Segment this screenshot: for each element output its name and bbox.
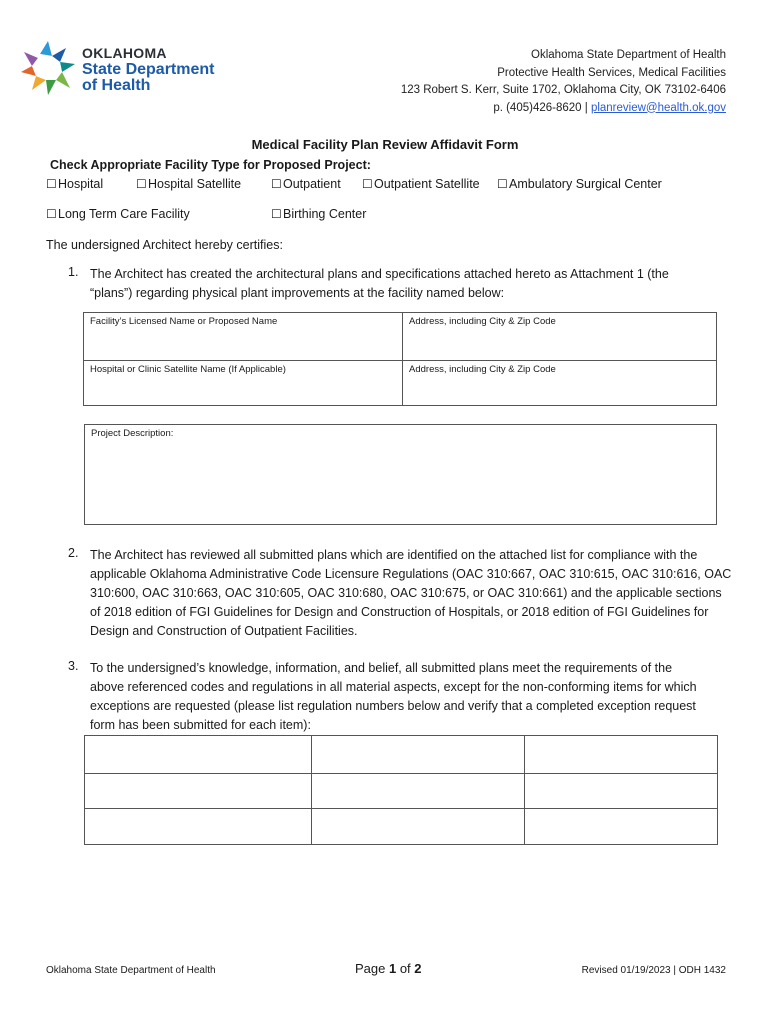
checkbox-icon[interactable]: ☐	[46, 207, 57, 221]
exception-cell[interactable]	[85, 809, 312, 845]
exception-cell[interactable]	[525, 736, 718, 774]
checkbox-icon[interactable]: ☐	[46, 177, 57, 191]
item-3-line-3: exceptions are requested (please list regulation numbers below and verify that a completed exception request	[90, 699, 696, 713]
checkbox-outpatient-satellite[interactable]	[362, 177, 480, 191]
item-3-line-1: To the undersigned’s knowledge, information, and belief, all submitted plans meet the requirements of the	[90, 661, 673, 675]
item-2-text	[90, 546, 750, 641]
exception-cell[interactable]	[525, 774, 718, 809]
item-3-text	[90, 659, 750, 735]
checkbox-icon[interactable]: ☐	[362, 177, 373, 191]
logo-line-state-department: State Department	[82, 61, 215, 78]
checkbox-icon[interactable]: ☐	[497, 177, 508, 191]
footer-right: Revised 01/19/2023 | ODH 1432	[581, 965, 726, 976]
project-description-field[interactable]	[84, 424, 717, 525]
form-title: Medical Facility Plan Review Affidavit Form	[251, 137, 519, 152]
project-description-label: Project Description:	[91, 428, 174, 439]
address-line-3: 123 Robert S. Kerr, Suite 1702, Oklahoma City, OK 73102-6406	[400, 84, 726, 96]
checkbox-outpatient[interactable]	[271, 177, 341, 191]
checkbox-ambulatory-surgical-center[interactable]	[497, 177, 662, 191]
address-line-1: Oklahoma State Department of Health	[531, 49, 726, 61]
exception-cell[interactable]	[312, 736, 525, 774]
item-2-line-3: 310:600, OAC 310:663, OAC 310:605, OAC 310:680, OAC 310:675, or OAC 310:661) and the applicable sections	[90, 586, 722, 600]
address-contact	[401, 100, 726, 118]
checkbox-hospital[interactable]	[46, 177, 103, 191]
email-link[interactable]: planreview@health.ok.gov	[590, 101, 726, 114]
page-of: of	[396, 961, 415, 976]
page-current: 1	[388, 961, 397, 976]
item-1-line-2: “plans”) regarding physical plant improvements at the facility named below:	[90, 286, 505, 300]
checkbox-icon[interactable]: ☐	[271, 207, 282, 221]
satellite-name-label: Hospital or Clinic Satellite Name (If Applicable)	[90, 364, 286, 375]
item-2-line-2: applicable Oklahoma Administrative Code Licensure Regulations (OAC 310:667, OAC 310:615, OAC 310:616, OAC	[90, 567, 732, 581]
facility-type-heading: Check Appropriate Facility Type for Proposed Project:	[50, 158, 371, 172]
checkbox-label: Ambulatory Surgical Center	[509, 177, 662, 191]
certifies-text: The undersigned Architect hereby certifies:	[46, 238, 283, 252]
item-3-line-2: above referenced codes and regulations in all material aspects, except for the non-conforming items for which	[90, 680, 697, 694]
item-1-number: 1.	[68, 265, 79, 279]
item-2-line-1: The Architect has reviewed all submitted plans which are identified on the attached list for compliance with the	[90, 548, 698, 562]
satellite-name-field[interactable]	[84, 361, 403, 406]
page-total: 2	[414, 961, 422, 976]
facility-table	[83, 312, 717, 406]
item-2-line-4: of 2018 edition of FGI Guidelines for Design and Construction of Hospitals, or 2018 edition of FGI Guidelines for	[90, 605, 709, 619]
star-logo-icon	[18, 38, 78, 98]
facility-address-label: Address, including City & Zip Code	[409, 316, 556, 327]
page-number	[355, 961, 422, 976]
item-2-number: 2.	[68, 546, 79, 560]
checkbox-label: Outpatient Satellite	[374, 177, 480, 191]
item-3-line-4: form has been submitted for each item):	[90, 718, 311, 732]
checkbox-long-term-care[interactable]	[46, 207, 190, 221]
item-2-line-5: Design and Construction of Outpatient Facilities.	[90, 624, 358, 638]
exception-cell[interactable]	[525, 809, 718, 845]
exceptions-table	[84, 735, 718, 845]
checkbox-label: Hospital Satellite	[148, 177, 242, 191]
logo-line-oklahoma: OKLAHOMA	[82, 45, 167, 61]
checkbox-icon[interactable]: ☐	[271, 177, 282, 191]
facility-name-label: Facility’s Licensed Name or Proposed Name	[90, 316, 278, 327]
checkbox-birthing-center[interactable]	[271, 207, 366, 221]
exception-cell[interactable]	[312, 809, 525, 845]
page-prefix: Page	[355, 961, 389, 976]
checkbox-label: Outpatient	[283, 177, 341, 191]
checkbox-label: Hospital	[58, 177, 104, 191]
exception-cell[interactable]	[85, 736, 312, 774]
satellite-address-field[interactable]	[403, 361, 717, 406]
address-line-2: Protective Health Services, Medical Facilities	[497, 66, 726, 79]
logo-line-of-health: of Health	[82, 77, 151, 94]
checkbox-label: Birthing Center	[283, 207, 367, 221]
item-1-text	[90, 265, 740, 303]
exception-cell[interactable]	[312, 774, 525, 809]
checkbox-label: Long Term Care Facility	[58, 207, 190, 221]
satellite-address-label: Address, including City & Zip Code	[409, 364, 556, 375]
footer-left: Oklahoma State Department of Health	[46, 965, 216, 976]
item-3-number: 3.	[68, 659, 79, 673]
phone-text: p. (405)426-8620 |	[493, 101, 588, 114]
logo-wordmark	[82, 46, 214, 94]
item-1-line-1: The Architect has created the architectural plans and specifications attached hereto as Attachment 1 (the	[90, 267, 669, 281]
header-address	[401, 47, 726, 117]
facility-name-field[interactable]	[84, 313, 403, 361]
checkbox-hospital-satellite[interactable]	[136, 177, 241, 191]
facility-address-field[interactable]	[403, 313, 717, 361]
exception-cell[interactable]	[85, 774, 312, 809]
checkbox-icon[interactable]: ☐	[136, 177, 147, 191]
